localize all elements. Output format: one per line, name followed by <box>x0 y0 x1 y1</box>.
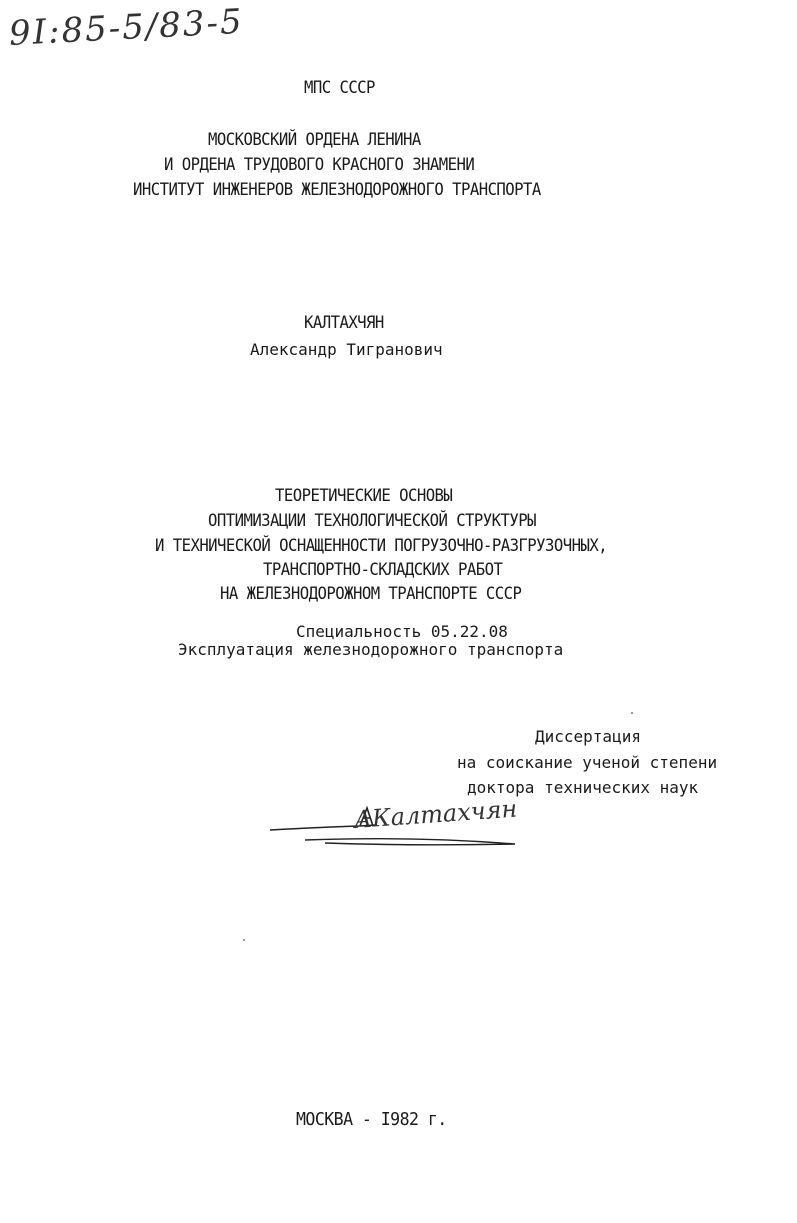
title-line-3: И ТЕХНИЧЕСКОЙ ОСНАЩЕННОСТИ ПОГРУЗОЧНО-РАЗГРУЗОЧНЫХ, <box>155 536 608 556</box>
specialty-name: Эксплуатация железнодорожного транспорта <box>178 640 564 659</box>
dissertation-line-2: на соискание ученой степени <box>457 753 718 772</box>
ministry-heading: МПС СССР <box>304 78 375 98</box>
institute-line-3: ИНСТИТУТ ИНЖЕНЕРОВ ЖЕЛЕЗНОДОРОЖНОГО ТРАНСПОРТА <box>133 180 541 200</box>
institute-line-2: И ОРДЕНА ТРУДОВОГО КРАСНОГО ЗНАМЕНИ <box>164 155 475 175</box>
specialty-label: Специальность 05.22.08 <box>296 622 508 641</box>
author-name: Александр Тигранович <box>250 340 443 359</box>
title-line-5: НА ЖЕЛЕЗНОДОРОЖНОМ ТРАНСПОРТЕ СССР <box>220 584 522 604</box>
institute-line-1: МОСКОВСКИЙ ОРДЕНА ЛЕНИНА <box>208 130 421 150</box>
page-speck <box>243 939 245 941</box>
dissertation-line-3: доктора технических наук <box>467 778 699 797</box>
signature: АКалтахчян <box>353 794 519 834</box>
dissertation-line-1: Диссертация <box>535 727 641 746</box>
author-surname: КАЛТАХЧЯН <box>304 313 384 333</box>
title-line-4: ТРАНСПОРТНО-СКЛАДСКИХ РАБОТ <box>263 560 503 580</box>
title-line-1: ТЕОРЕТИЧЕСКИЕ ОСНОВЫ <box>275 486 453 506</box>
footer-city-year: МОСКВА - I982 г. <box>296 1109 447 1130</box>
title-line-2: ОПТИМИЗАЦИИ ТЕХНОЛОГИЧЕСКОЙ СТРУКТУРЫ <box>208 511 536 531</box>
page-speck <box>631 712 633 714</box>
archive-mark: 9I:85-5/83-5 <box>8 1 245 54</box>
